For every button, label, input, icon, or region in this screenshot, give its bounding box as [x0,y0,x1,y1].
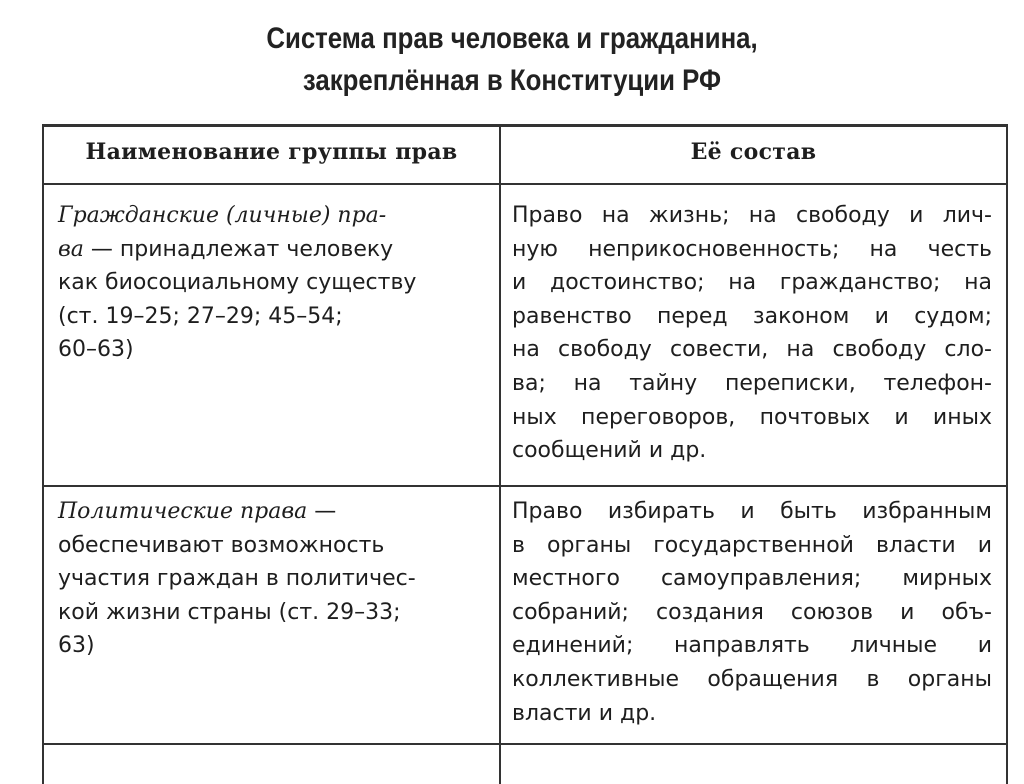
composition-line: власти и др. [512,700,657,726]
composition-line: Право на жизнь; на свободу и лич- [512,203,992,228]
row-1-group [58,199,488,367]
page-title [72,18,953,102]
group-line: обеспечивают возможность [58,532,385,558]
group-line: Гражданские (личные) пра- [58,203,387,228]
row-divider-2 [44,743,1006,745]
composition-line: и достоинство; на гражданство; на [512,270,992,296]
composition-line: ва; на тайну переписки, телефон- [512,370,992,396]
row-2-group [58,495,488,663]
header-group-name: Наименование группы прав [85,139,458,165]
column-divider [499,127,501,784]
group-line: 63) [58,633,95,659]
composition-line: ную неприкосновенность; на честь [512,236,992,262]
row-1-composition [512,199,992,468]
composition-line: сообщений и др. [512,438,707,464]
group-line: 60–63) [58,337,134,363]
title-line-1: Система прав человека и гражданина, [266,22,758,55]
header-composition: Её состав [690,139,817,165]
composition-line: на свободу совести, на свободу сло- [512,337,992,363]
composition-line: в органы государственной власти и [512,532,992,558]
group-line: ва — принадлежат человеку [58,236,394,262]
composition-line: ных переговоров, почтовых и иных [512,404,992,430]
group-line: кой жизни страны (ст. 29–33; [58,599,401,625]
group-line: (ст. 19–25; 27–29; 45–54; [58,303,343,329]
row-2-composition [512,495,992,730]
composition-line: местного самоуправления; мирных [512,566,992,592]
rights-table [42,124,1008,784]
composition-line: единений; направлять личные и [512,633,992,659]
header-divider [44,183,1006,185]
row-divider-1 [44,485,1006,487]
composition-line: коллективные обращения в органы [512,666,992,692]
composition-line: собраний; создания союзов и объ- [512,599,992,625]
title-line-2: закреплённая в Конституции РФ [302,64,722,97]
group-line: участия граждан в политичес- [58,566,416,592]
group-line: Политические права — [58,499,337,524]
composition-line: равенство перед законом и судом; [512,303,992,329]
composition-line: Право избирать и быть избранным [512,499,992,524]
group-line: как биосоциальному существу [58,270,417,296]
